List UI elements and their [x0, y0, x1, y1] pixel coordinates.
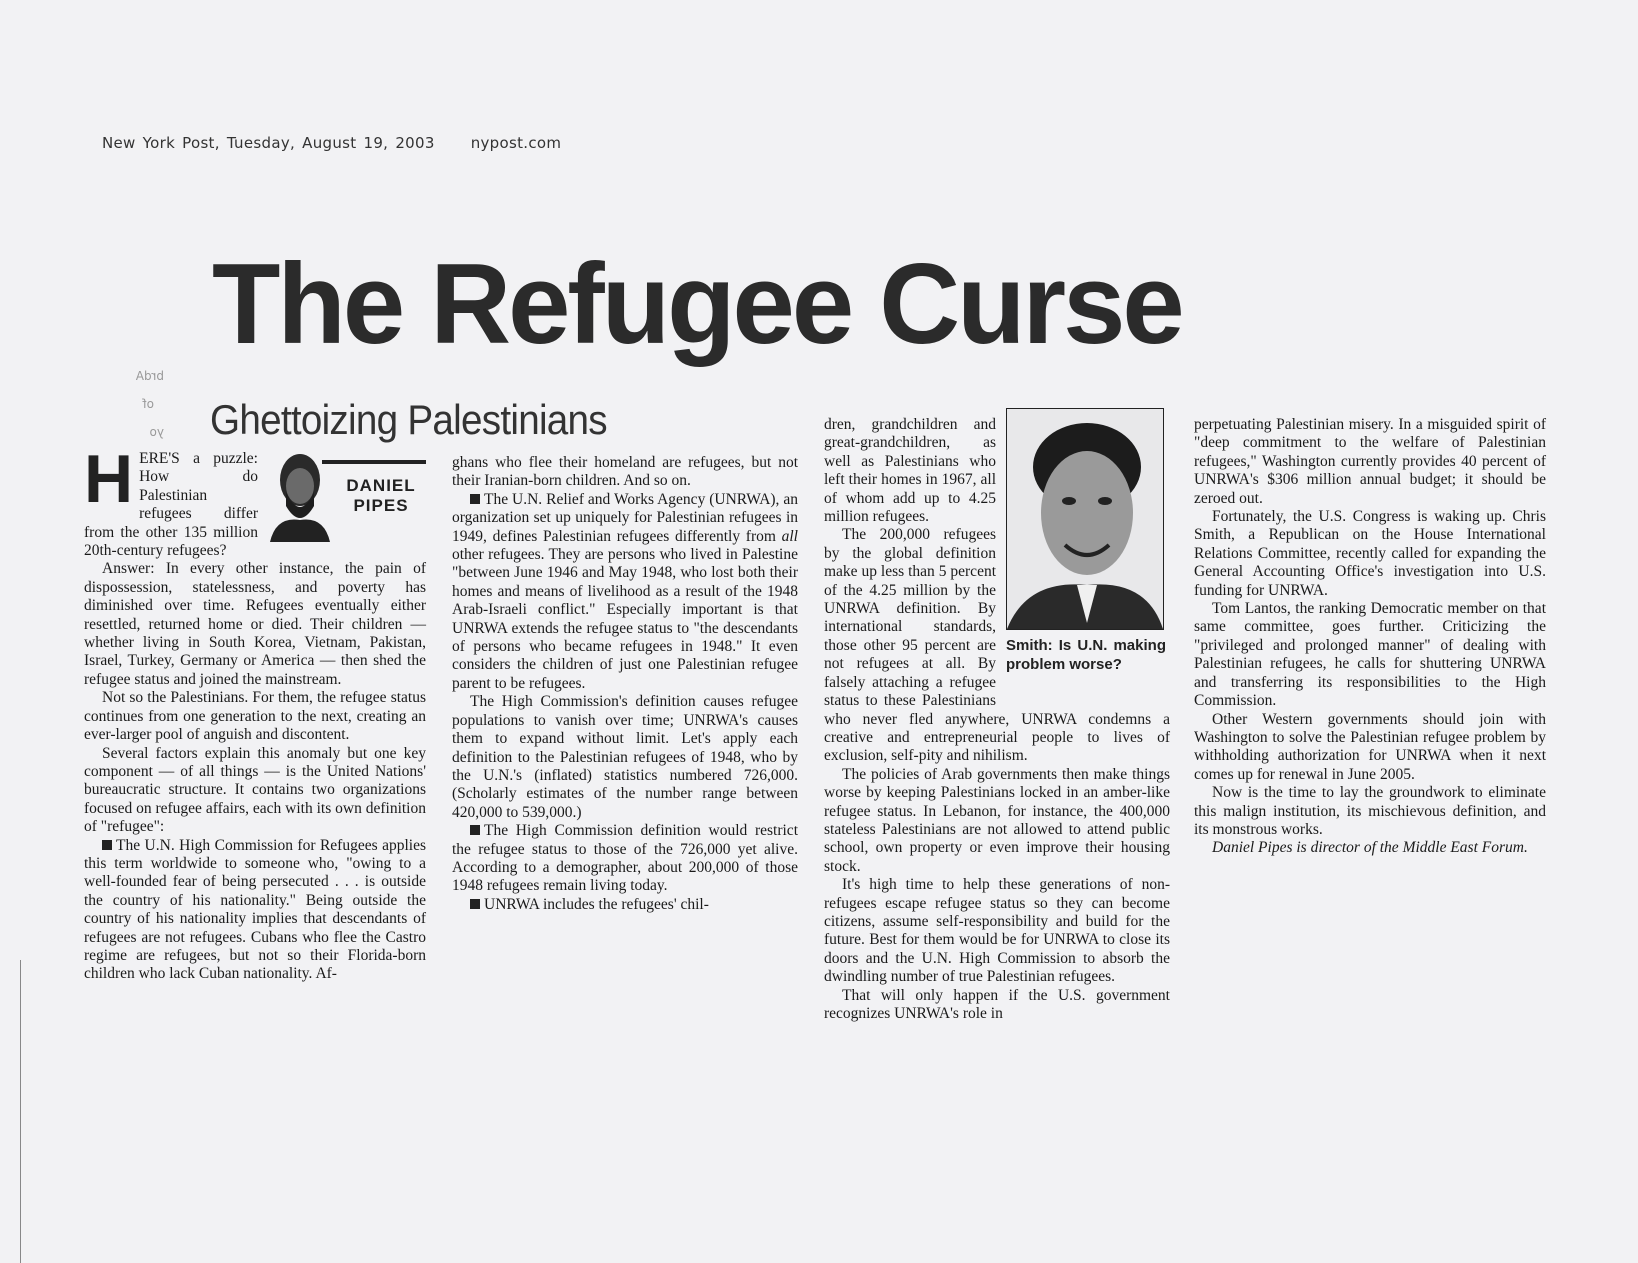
photo-box	[1006, 408, 1166, 694]
paragraph: Tom Lantos, the ranking Democratic member on that same committee, goes further. Criticizing the "privileged and prolonged manner" of dealing with Palestinian refugees, he calls for shuttering UNRWA and transferring its responsibilities to the High Commission.	[1194, 600, 1546, 710]
paragraph: Answer: In every other instance, the pain of dispossession, statelessness, and poverty has diminished over time. Refugees eventually either resettled, returned home or died. Their children — whether living in South Korea, Vietnam, Pakistan, Israel, Turkey, Germany or America — then shed the refugee status and joined the mainstream.	[84, 560, 426, 688]
author-bio: Daniel Pipes is director of the Middle East Forum.	[1212, 839, 1528, 857]
dateline-text: New York Post, Tuesday, August 19, 2003	[102, 134, 435, 152]
paragraph: dren, grandchildren and great-grandchildren, as well as Palestinians who left their homes in 1967, all of whom add up to 4.25 million refugees.	[824, 416, 996, 526]
article-column-2	[452, 454, 798, 914]
paragraph: HERE'S a puzzle: How do Palestinian refugees differ from the other 135 million 20th-century refugees?	[84, 441, 258, 560]
article-column-4	[1194, 416, 1546, 858]
paragraph: That will only happen if the U.S. government recognizes UNRWA's role in	[824, 986, 1170, 1022]
drop-cap: H	[84, 441, 134, 517]
paragraph: perpetuating Palestinian misery. In a misguided spirit of "deep commitment to the welfare of Palestinian refugees," Washington currently provides 40 percent of UNRWA's $306 million annual budget; it should be zeroed out.	[1194, 416, 1546, 507]
paragraph: Not so the Palestinians. For them, the refugee status continues from one generation to the next, creating an ever-larger pool of anguish and discontent.	[84, 689, 426, 744]
byline-rule	[322, 460, 426, 464]
square-bullet-icon	[470, 899, 480, 909]
svg-text:brdA: brdA	[135, 369, 164, 383]
headshot-photo-icon	[1007, 409, 1163, 629]
headline: The Refugee Curse	[212, 239, 1182, 368]
paragraph: The U.N. Relief and Works Agency (UNRWA), an organization set up uniquely for Palestinian refugees in 1949, defines Palestinian refugees differently from all other refugees. They are persons who lived in Palestine "between June 1946 and May 1948, who lost both their homes and means of livelihood as a result of the 1948 Arab-Israeli conflict." Especially important is that UNRWA extends the refugee status to "the descendants of persons who became refugees in 1948." It even considers the children of just one Palestinian refugee parent to be refugees.	[452, 490, 798, 692]
paragraph: The 200,000 refugees by the global definition make up less than 5 percent of the 4.25 million by the UNRWA definition. By international standards, those other 95 percent are not refugees at all. By falsely attaching a refugee status to these Palestinians who never fled anywhere, UNRWA condemns a creative and entrepreneurial people to lives of exclusion, self-pity and nihilism.	[824, 526, 1170, 765]
svg-text:yo: yo	[149, 425, 164, 439]
paragraph: The U.N. High Commission for Refugees applies this term worldwide to someone who, "owing to a well-founded fear of being persecuted . . . is outside the country of his nationality." Being outside the country of his nationality implies that descendants of refugees are not refugees. Cubans who flee the Castro regime are refugees, but not so their Florida-born children who lack Cuban nationality. Af-	[84, 836, 426, 983]
square-bullet-icon	[470, 825, 480, 835]
paragraph: UNRWA includes the refugees' chil-	[452, 896, 798, 914]
paragraph: Fortunately, the U.S. Congress is waking up. Chris Smith, a Republican on the House International Relations Committee, recently called for expanding the General Accounting Office's investigation into U.S. funding for UNRWA.	[1194, 508, 1546, 599]
subhead: Ghettoizing Palestinians	[210, 396, 607, 443]
byline-box	[266, 446, 426, 542]
article-column-3	[824, 416, 1170, 1023]
site-url: nypost.com	[470, 134, 562, 152]
square-bullet-icon	[470, 494, 480, 504]
scan-edge-line	[20, 960, 21, 1263]
photo-caption: Smith: Is U.N. making problem worse?	[1006, 637, 1166, 673]
square-bullet-icon	[102, 840, 112, 850]
photo-frame	[1006, 408, 1164, 630]
paragraph: It's high time to help these generations of non-refugees escape refugee status so they can become citizens, assume self-responsibility and build for the future. Best for them would be for UNRWA to close its doors and the U.N. High Commission to absorb the dwindling number of true Palestinian refugees.	[824, 876, 1170, 986]
paragraph: Now is the time to lay the groundwork to eliminate this malign institution, its mischievous definition, and its monstrous works.	[1194, 784, 1546, 838]
byline-name: DANIEL PIPES	[346, 476, 416, 515]
margin-smudge-icon	[76, 362, 166, 452]
svg-text:of: of	[142, 397, 154, 411]
paragraph: ghans who flee their homeland are refugees, but not their Iranian-born children. And so on.	[452, 454, 798, 490]
paragraph: The High Commission's definition causes refugee populations to vanish over time; UNRWA's causes them to expand without limit. Let's apply each definition to the Palestinian refugees of 1948, who by the U.N.'s (inflated) statistics numbered 726,000. (Scholarly estimates of the number range between 420,000 to 539,000.)	[452, 693, 798, 821]
paragraph: Other Western governments should join with Washington to solve the Palestinian refugee problem by withholding authorization for UNRWA when it next comes up for renewal in June 2005.	[1194, 710, 1546, 783]
article-column-1	[84, 441, 426, 984]
paragraph: The policies of Arab governments then make things worse by keeping Palestinians locked in an amber-like refugee status. In Lebanon, for instance, the 400,000 stateless Palestinians are not allowed to attend public school, own property or even improve their housing stock.	[824, 765, 1170, 875]
paragraph: The High Commission definition would restrict the refugee status to those of the 726,000 yet alive. According to a demographer, about 200,000 of those 1948 refugees remain living today.	[452, 822, 798, 895]
dateline	[102, 134, 561, 152]
paragraph: Several factors explain this anomaly but one key component — of all things — is the United Nations' bureaucratic structure. It contains two organizations focused on refugee affairs, each with its own definition of "refugee":	[84, 744, 426, 836]
